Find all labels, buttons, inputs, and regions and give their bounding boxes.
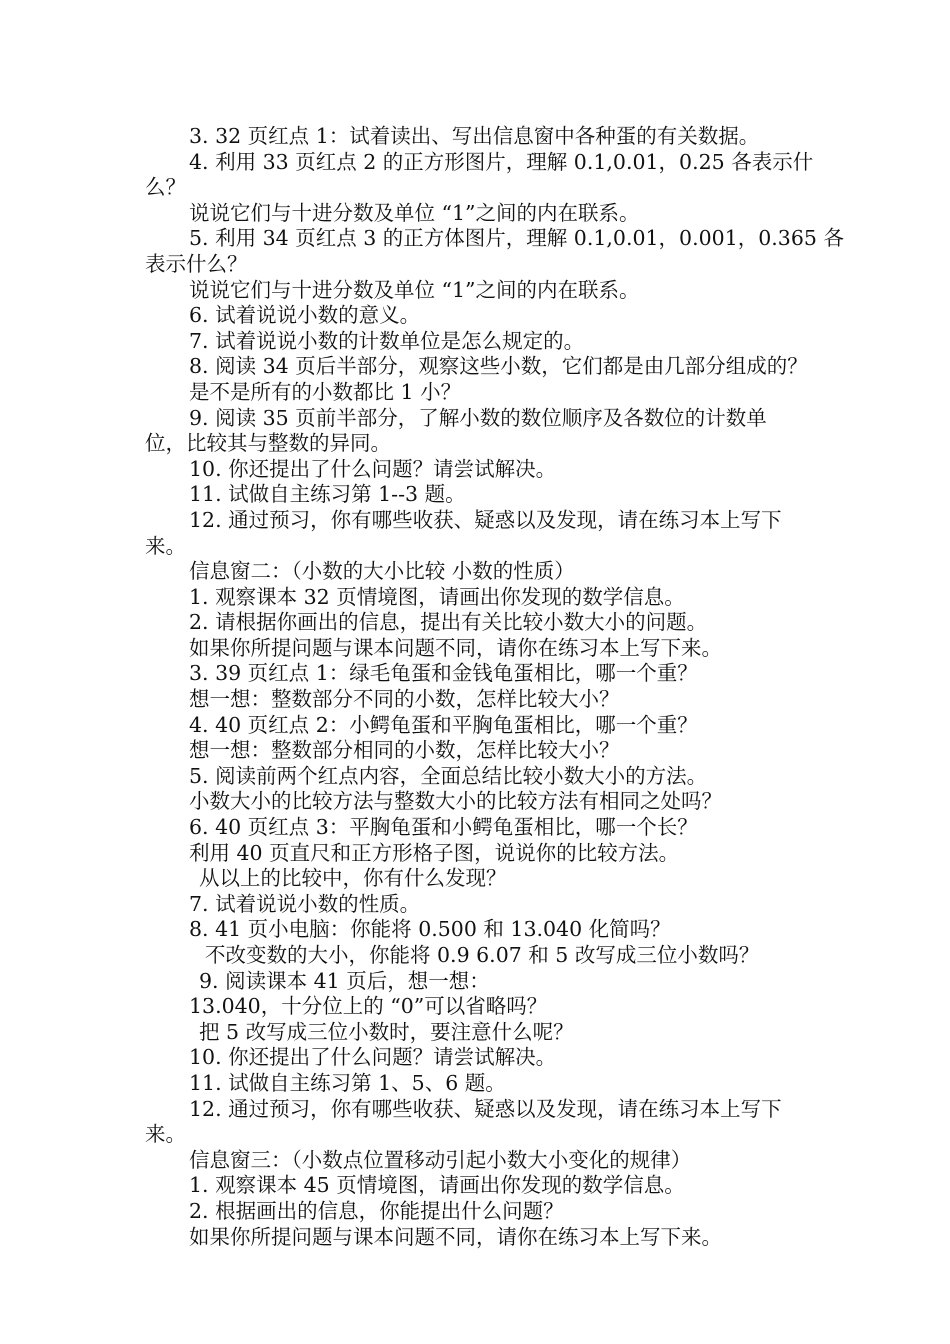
text-line: 10. 你还提出了什么问题？请尝试解决。 <box>189 1045 557 1070</box>
text-line: 么？ <box>145 175 186 200</box>
text-line: 信息窗二：（小数的大小比较 小数的性质） <box>189 559 575 584</box>
text-line: 2. 请根据你画出的信息，提出有关比较小数大小的问题。 <box>189 610 708 635</box>
text-line: 7. 试着说说小数的计数单位是怎么规定的。 <box>189 328 585 353</box>
text-line: 信息窗三：（小数点位置移动引起小数大小变化的规律） <box>189 1147 692 1172</box>
text-line: 9. 阅读课本 41 页后，想一想： <box>199 968 490 993</box>
text-line: 说说它们与十进分数及单位 “1”之间的内在联系。 <box>189 277 640 302</box>
text-line: 如果你所提问题与课本问题不同，请你在练习本上写下来。 <box>189 635 722 660</box>
text-line: 1. 观察课本 45 页情境图，请画出你发现的数学信息。 <box>189 1173 685 1198</box>
text-line: 利用 40 页直尺和正方形格子图，说说你的比较方法。 <box>189 840 680 865</box>
text-line: 表示什么？ <box>145 251 248 276</box>
text-line: 说说它们与十进分数及单位 “1”之间的内在联系。 <box>189 200 640 225</box>
text-line: 10. 你还提出了什么问题？请尝试解决。 <box>189 456 557 481</box>
text-line: 4. 利用 33 页红点 2 的正方形图片，理解 0.1,0.01，0.25 各表示什 <box>189 149 814 174</box>
text-line: 5. 阅读前两个红点内容，全面总结比较小数大小的方法。 <box>189 763 708 788</box>
text-line: 8. 41 页小电脑：你能将 0.500 和 13.040 化简吗？ <box>189 917 671 942</box>
text-line: 如果你所提问题与课本问题不同，请你在练习本上写下来。 <box>189 1224 722 1249</box>
text-line: 从以上的比较中，你有什么发现？ <box>199 866 507 891</box>
text-line: 11. 试做自主练习第 1、5、6 题。 <box>189 1070 506 1095</box>
text-line: 8. 阅读 34 页后半部分，观察这些小数，它们都是由几部分组成的？ <box>189 354 808 379</box>
text-line: 6. 试着说说小数的意义。 <box>189 303 421 328</box>
text-line: 3. 32 页红点 1：试着读出、写出信息窗中各种蛋的有关数据。 <box>189 124 760 148</box>
document-body <box>145 124 844 1250</box>
text-line: 4. 40 页红点 2：小鳄龟蛋和平胸龟蛋相比，哪一个重？ <box>189 712 698 737</box>
text-line: 12. 通过预习，你有哪些收获、疑惑以及发现，请在练习本上写下 <box>189 507 782 532</box>
text-line: 1. 观察课本 32 页情境图，请画出你发现的数学信息。 <box>189 584 685 609</box>
text-line: 9. 阅读 35 页前半部分，了解小数的数位顺序及各数位的计数单 <box>189 405 767 430</box>
text-line: 来。 <box>145 533 186 558</box>
text-line: 想一想：整数部分相同的小数，怎样比较大小？ <box>189 738 620 763</box>
text-line: 3. 39 页红点 1：绿毛龟蛋和金钱龟蛋相比，哪一个重？ <box>189 661 698 686</box>
text-line: 13.040，十分位上的 “0”可以省略吗？ <box>189 994 548 1019</box>
text-line: 6. 40 页红点 3：平胸龟蛋和小鳄龟蛋相比，哪一个长？ <box>189 815 698 840</box>
text-line: 想一想：整数部分不同的小数，怎样比较大小？ <box>189 687 620 712</box>
text-line: 12. 通过预习，你有哪些收获、疑惑以及发现，请在练习本上写下 <box>189 1096 782 1121</box>
text-line: 是不是所有的小数都比 1 小？ <box>189 379 462 404</box>
text-line: 7. 试着说说小数的性质。 <box>189 891 421 916</box>
text-line: 2. 根据画出的信息，你能提出什么问题？ <box>189 1198 564 1223</box>
text-line: 把 5 改写成三位小数时，要注意什么呢？ <box>199 1019 574 1044</box>
text-line: 5. 利用 34 页红点 3 的正方体图片，理解 0.1,0.01，0.001，0.365 各 <box>189 226 844 251</box>
text-line: 11. 试做自主练习第 1--3 题。 <box>189 482 466 507</box>
text-line: 不改变数的大小，你能将 0.9 6.07 和 5 改写成三位小数吗？ <box>205 943 760 967</box>
text-line: 来。 <box>145 1122 186 1147</box>
text-line: 位，比较其与整数的异同。 <box>145 431 391 456</box>
text-line: 小数大小的比较方法与整数大小的比较方法有相同之处吗？ <box>189 789 722 814</box>
